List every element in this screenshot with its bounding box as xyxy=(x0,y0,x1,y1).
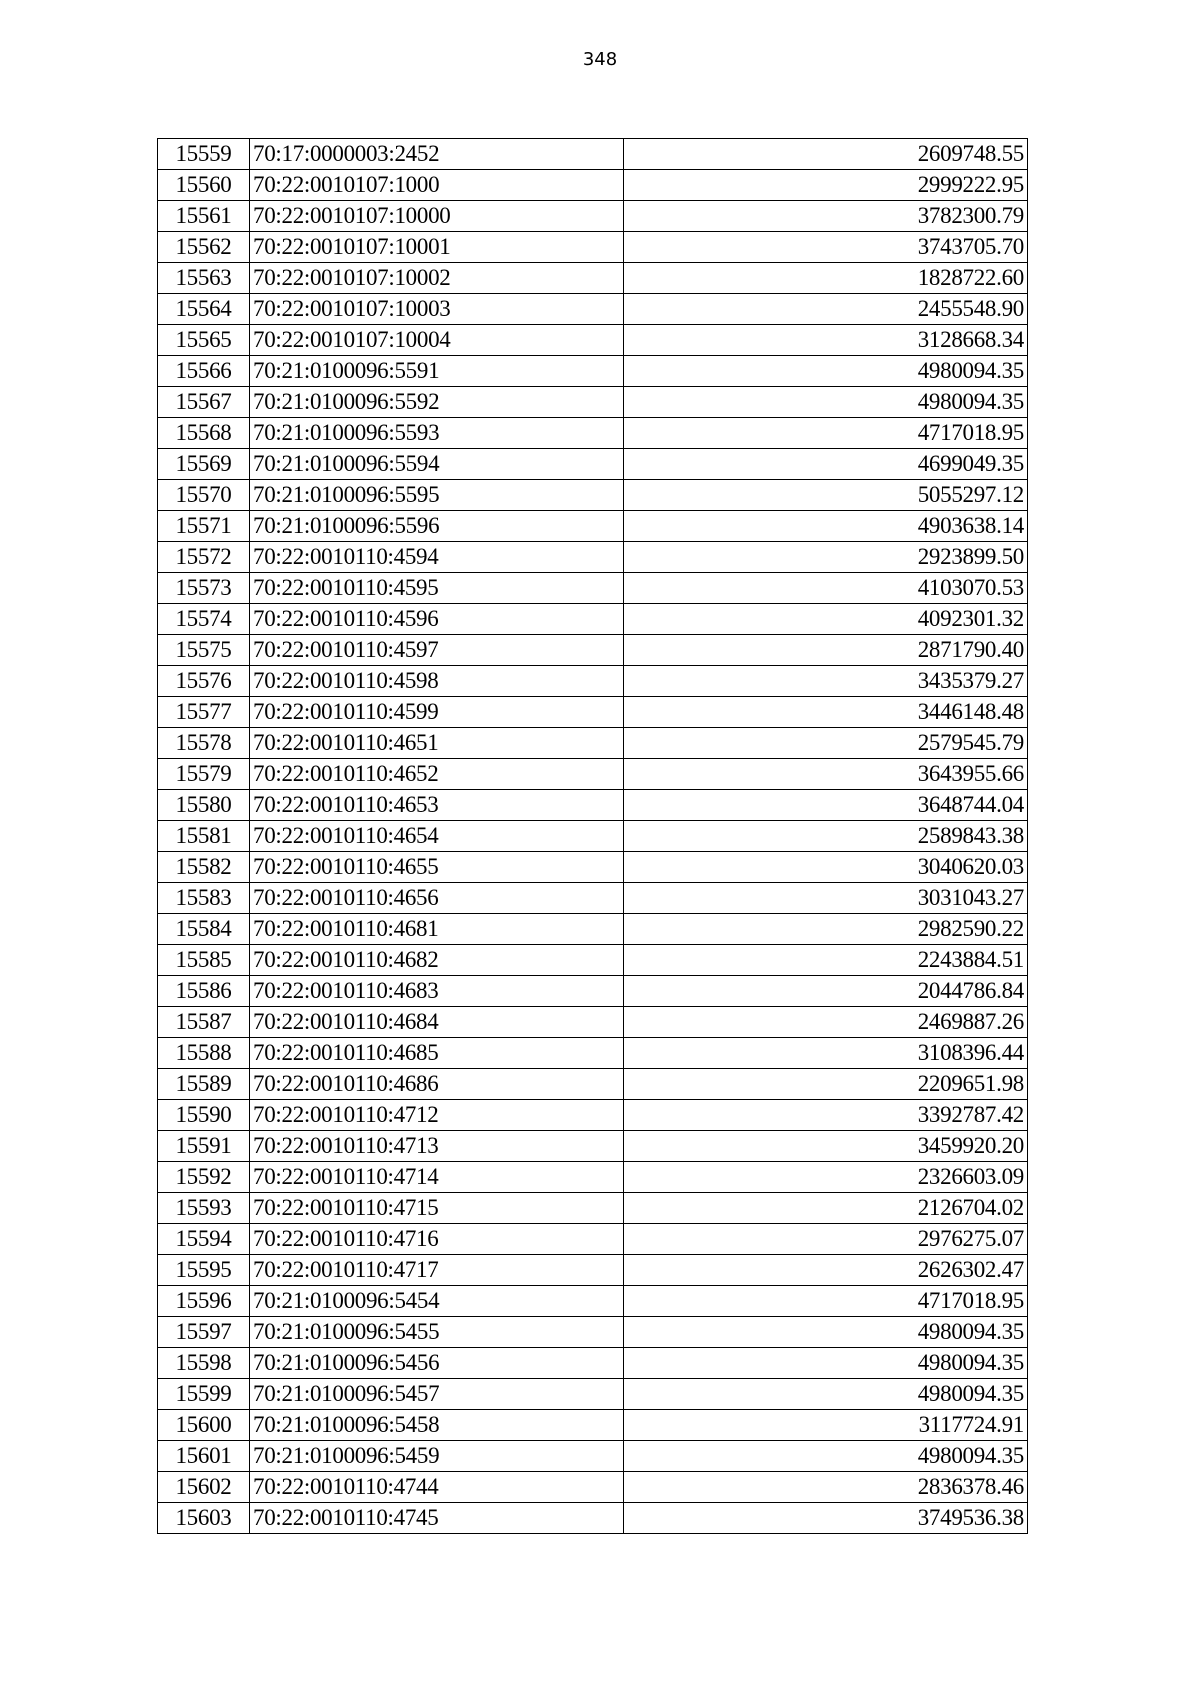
table-row xyxy=(158,1410,1028,1441)
row-number-cell: 15580 xyxy=(158,790,250,821)
cadastral-value-cell: 3643955.66 xyxy=(624,759,1028,790)
cadastral-value-cell: 2455548.90 xyxy=(624,294,1028,325)
table-row xyxy=(158,1503,1028,1534)
row-number-cell: 15589 xyxy=(158,1069,250,1100)
cadastral-value-cell: 4092301.32 xyxy=(624,604,1028,635)
table-row xyxy=(158,914,1028,945)
cadastral-number-cell: 70:22:0010110:4654 xyxy=(250,821,624,852)
cadastral-number-cell: 70:22:0010110:4599 xyxy=(250,697,624,728)
cadastral-number-cell: 70:21:0100096:5594 xyxy=(250,449,624,480)
cadastral-value-cell: 3446148.48 xyxy=(624,697,1028,728)
row-number-cell: 15598 xyxy=(158,1348,250,1379)
table-body xyxy=(158,139,1028,1534)
row-number-cell: 15603 xyxy=(158,1503,250,1534)
cadastral-value-cell: 3128668.34 xyxy=(624,325,1028,356)
table-row xyxy=(158,976,1028,1007)
table-row xyxy=(158,511,1028,542)
row-number-cell: 15592 xyxy=(158,1162,250,1193)
cadastral-number-cell: 70:22:0010110:4652 xyxy=(250,759,624,790)
cadastral-number-cell: 70:22:0010110:4651 xyxy=(250,728,624,759)
row-number-cell: 15563 xyxy=(158,263,250,294)
cadastral-value-cell: 2126704.02 xyxy=(624,1193,1028,1224)
cadastral-value-cell: 4103070.53 xyxy=(624,573,1028,604)
table-row xyxy=(158,1317,1028,1348)
row-number-cell: 15584 xyxy=(158,914,250,945)
cadastral-number-cell: 70:22:0010110:4712 xyxy=(250,1100,624,1131)
row-number-cell: 15568 xyxy=(158,418,250,449)
table-row xyxy=(158,697,1028,728)
cadastral-value-cell: 3648744.04 xyxy=(624,790,1028,821)
table-row xyxy=(158,356,1028,387)
row-number-cell: 15561 xyxy=(158,201,250,232)
cadastral-number-cell: 70:22:0010107:1000 xyxy=(250,170,624,201)
cadastral-value-cell: 2999222.95 xyxy=(624,170,1028,201)
row-number-cell: 15594 xyxy=(158,1224,250,1255)
table-row xyxy=(158,263,1028,294)
cadastral-number-cell: 70:22:0010107:10002 xyxy=(250,263,624,294)
row-number-cell: 15579 xyxy=(158,759,250,790)
row-number-cell: 15596 xyxy=(158,1286,250,1317)
table-row xyxy=(158,1100,1028,1131)
table-row xyxy=(158,1162,1028,1193)
table-row xyxy=(158,1348,1028,1379)
row-number-cell: 15564 xyxy=(158,294,250,325)
table-row xyxy=(158,232,1028,263)
table-row xyxy=(158,294,1028,325)
cadastral-number-cell: 70:22:0010107:10001 xyxy=(250,232,624,263)
row-number-cell: 15599 xyxy=(158,1379,250,1410)
table-row xyxy=(158,387,1028,418)
cadastral-value-cell: 4980094.35 xyxy=(624,1348,1028,1379)
row-number-cell: 15575 xyxy=(158,635,250,666)
cadastral-value-table xyxy=(157,138,1028,1534)
cadastral-value-cell: 3117724.91 xyxy=(624,1410,1028,1441)
row-number-cell: 15571 xyxy=(158,511,250,542)
row-number-cell: 15587 xyxy=(158,1007,250,1038)
cadastral-number-cell: 70:22:0010110:4686 xyxy=(250,1069,624,1100)
row-number-cell: 15583 xyxy=(158,883,250,914)
table-row xyxy=(158,790,1028,821)
table-row xyxy=(158,1379,1028,1410)
cadastral-value-cell: 2982590.22 xyxy=(624,914,1028,945)
row-number-cell: 15560 xyxy=(158,170,250,201)
cadastral-number-cell: 70:21:0100096:5593 xyxy=(250,418,624,449)
table-row xyxy=(158,1472,1028,1503)
cadastral-number-cell: 70:22:0010110:4717 xyxy=(250,1255,624,1286)
cadastral-number-cell: 70:22:0010110:4745 xyxy=(250,1503,624,1534)
table-row xyxy=(158,666,1028,697)
row-number-cell: 15577 xyxy=(158,697,250,728)
cadastral-value-cell: 2609748.55 xyxy=(624,139,1028,170)
table-row xyxy=(158,1069,1028,1100)
cadastral-number-cell: 70:21:0100096:5456 xyxy=(250,1348,624,1379)
cadastral-number-cell: 70:21:0100096:5457 xyxy=(250,1379,624,1410)
table-row xyxy=(158,542,1028,573)
cadastral-number-cell: 70:22:0010110:4653 xyxy=(250,790,624,821)
cadastral-value-cell: 2326603.09 xyxy=(624,1162,1028,1193)
cadastral-value-cell: 2209651.98 xyxy=(624,1069,1028,1100)
cadastral-number-cell: 70:22:0010110:4656 xyxy=(250,883,624,914)
cadastral-number-cell: 70:21:0100096:5595 xyxy=(250,480,624,511)
cadastral-value-cell: 3782300.79 xyxy=(624,201,1028,232)
row-number-cell: 15591 xyxy=(158,1131,250,1162)
table-row xyxy=(158,635,1028,666)
table-row xyxy=(158,1007,1028,1038)
table-row xyxy=(158,1131,1028,1162)
cadastral-value-cell: 2626302.47 xyxy=(624,1255,1028,1286)
cadastral-value-cell: 4980094.35 xyxy=(624,1379,1028,1410)
row-number-cell: 15602 xyxy=(158,1472,250,1503)
cadastral-value-cell: 3392787.42 xyxy=(624,1100,1028,1131)
row-number-cell: 15574 xyxy=(158,604,250,635)
table-row xyxy=(158,604,1028,635)
cadastral-value-cell: 3108396.44 xyxy=(624,1038,1028,1069)
cadastral-number-cell: 70:22:0010107:10003 xyxy=(250,294,624,325)
table-row xyxy=(158,573,1028,604)
cadastral-number-cell: 70:22:0010110:4681 xyxy=(250,914,624,945)
cadastral-value-cell: 3743705.70 xyxy=(624,232,1028,263)
table-row xyxy=(158,1193,1028,1224)
cadastral-number-cell: 70:22:0010107:10004 xyxy=(250,325,624,356)
page-number: 348 xyxy=(582,49,618,70)
row-number-cell: 15567 xyxy=(158,387,250,418)
row-number-cell: 15597 xyxy=(158,1317,250,1348)
table-row xyxy=(158,728,1028,759)
table-row xyxy=(158,449,1028,480)
row-number-cell: 15570 xyxy=(158,480,250,511)
cadastral-number-cell: 70:17:0000003:2452 xyxy=(250,139,624,170)
row-number-cell: 15562 xyxy=(158,232,250,263)
cadastral-number-cell: 70:22:0010110:4684 xyxy=(250,1007,624,1038)
cadastral-number-cell: 70:22:0010110:4744 xyxy=(250,1472,624,1503)
table-row xyxy=(158,480,1028,511)
cadastral-value-cell: 3040620.03 xyxy=(624,852,1028,883)
cadastral-value-cell: 4717018.95 xyxy=(624,418,1028,449)
cadastral-value-cell: 2469887.26 xyxy=(624,1007,1028,1038)
cadastral-value-cell: 4980094.35 xyxy=(624,1441,1028,1472)
table-row xyxy=(158,945,1028,976)
cadastral-value-cell: 4699049.35 xyxy=(624,449,1028,480)
cadastral-value-cell: 3435379.27 xyxy=(624,666,1028,697)
row-number-cell: 15573 xyxy=(158,573,250,604)
table-row xyxy=(158,139,1028,170)
cadastral-value-cell: 3459920.20 xyxy=(624,1131,1028,1162)
cadastral-value-cell: 4980094.35 xyxy=(624,387,1028,418)
cadastral-value-cell: 3749536.38 xyxy=(624,1503,1028,1534)
table-row xyxy=(158,821,1028,852)
cadastral-value-cell: 5055297.12 xyxy=(624,480,1028,511)
cadastral-value-cell: 2044786.84 xyxy=(624,976,1028,1007)
cadastral-value-cell: 4717018.95 xyxy=(624,1286,1028,1317)
cadastral-value-cell: 1828722.60 xyxy=(624,263,1028,294)
row-number-cell: 15582 xyxy=(158,852,250,883)
table-row xyxy=(158,1286,1028,1317)
cadastral-number-cell: 70:22:0010110:4683 xyxy=(250,976,624,1007)
cadastral-value-cell: 4980094.35 xyxy=(624,356,1028,387)
cadastral-value-cell: 3031043.27 xyxy=(624,883,1028,914)
cadastral-number-cell: 70:21:0100096:5455 xyxy=(250,1317,624,1348)
cadastral-number-cell: 70:22:0010110:4598 xyxy=(250,666,624,697)
row-number-cell: 15581 xyxy=(158,821,250,852)
cadastral-number-cell: 70:22:0010110:4716 xyxy=(250,1224,624,1255)
cadastral-number-cell: 70:22:0010110:4655 xyxy=(250,852,624,883)
cadastral-number-cell: 70:22:0010110:4682 xyxy=(250,945,624,976)
cadastral-number-cell: 70:21:0100096:5459 xyxy=(250,1441,624,1472)
cadastral-number-cell: 70:22:0010110:4713 xyxy=(250,1131,624,1162)
table-row xyxy=(158,170,1028,201)
cadastral-value-cell: 2589843.38 xyxy=(624,821,1028,852)
table-row xyxy=(158,325,1028,356)
table-row xyxy=(158,883,1028,914)
table-row xyxy=(158,1038,1028,1069)
cadastral-value-cell: 2579545.79 xyxy=(624,728,1028,759)
cadastral-value-cell: 2871790.40 xyxy=(624,635,1028,666)
cadastral-number-cell: 70:22:0010110:4597 xyxy=(250,635,624,666)
row-number-cell: 15585 xyxy=(158,945,250,976)
cadastral-value-cell: 4903638.14 xyxy=(624,511,1028,542)
cadastral-number-cell: 70:21:0100096:5591 xyxy=(250,356,624,387)
table-row xyxy=(158,1224,1028,1255)
cadastral-value-cell: 2976275.07 xyxy=(624,1224,1028,1255)
row-number-cell: 15600 xyxy=(158,1410,250,1441)
table-row xyxy=(158,418,1028,449)
cadastral-number-cell: 70:21:0100096:5596 xyxy=(250,511,624,542)
cadastral-number-cell: 70:21:0100096:5454 xyxy=(250,1286,624,1317)
cadastral-number-cell: 70:22:0010110:4596 xyxy=(250,604,624,635)
table-row xyxy=(158,759,1028,790)
cadastral-number-cell: 70:22:0010107:10000 xyxy=(250,201,624,232)
cadastral-number-cell: 70:21:0100096:5592 xyxy=(250,387,624,418)
cadastral-number-cell: 70:22:0010110:4594 xyxy=(250,542,624,573)
cadastral-value-cell: 2836378.46 xyxy=(624,1472,1028,1503)
cadastral-value-cell: 2923899.50 xyxy=(624,542,1028,573)
cadastral-value-cell: 4980094.35 xyxy=(624,1317,1028,1348)
cadastral-number-cell: 70:22:0010110:4715 xyxy=(250,1193,624,1224)
row-number-cell: 15601 xyxy=(158,1441,250,1472)
row-number-cell: 15572 xyxy=(158,542,250,573)
row-number-cell: 15595 xyxy=(158,1255,250,1286)
table-row xyxy=(158,1255,1028,1286)
cadastral-number-cell: 70:22:0010110:4595 xyxy=(250,573,624,604)
row-number-cell: 15566 xyxy=(158,356,250,387)
row-number-cell: 15590 xyxy=(158,1100,250,1131)
row-number-cell: 15569 xyxy=(158,449,250,480)
table-row xyxy=(158,852,1028,883)
row-number-cell: 15576 xyxy=(158,666,250,697)
cadastral-number-cell: 70:21:0100096:5458 xyxy=(250,1410,624,1441)
row-number-cell: 15578 xyxy=(158,728,250,759)
cadastral-value-cell: 2243884.51 xyxy=(624,945,1028,976)
row-number-cell: 15565 xyxy=(158,325,250,356)
row-number-cell: 15593 xyxy=(158,1193,250,1224)
cadastral-number-cell: 70:22:0010110:4714 xyxy=(250,1162,624,1193)
table-row xyxy=(158,201,1028,232)
cadastral-number-cell: 70:22:0010110:4685 xyxy=(250,1038,624,1069)
row-number-cell: 15588 xyxy=(158,1038,250,1069)
table-row xyxy=(158,1441,1028,1472)
row-number-cell: 15586 xyxy=(158,976,250,1007)
row-number-cell: 15559 xyxy=(158,139,250,170)
